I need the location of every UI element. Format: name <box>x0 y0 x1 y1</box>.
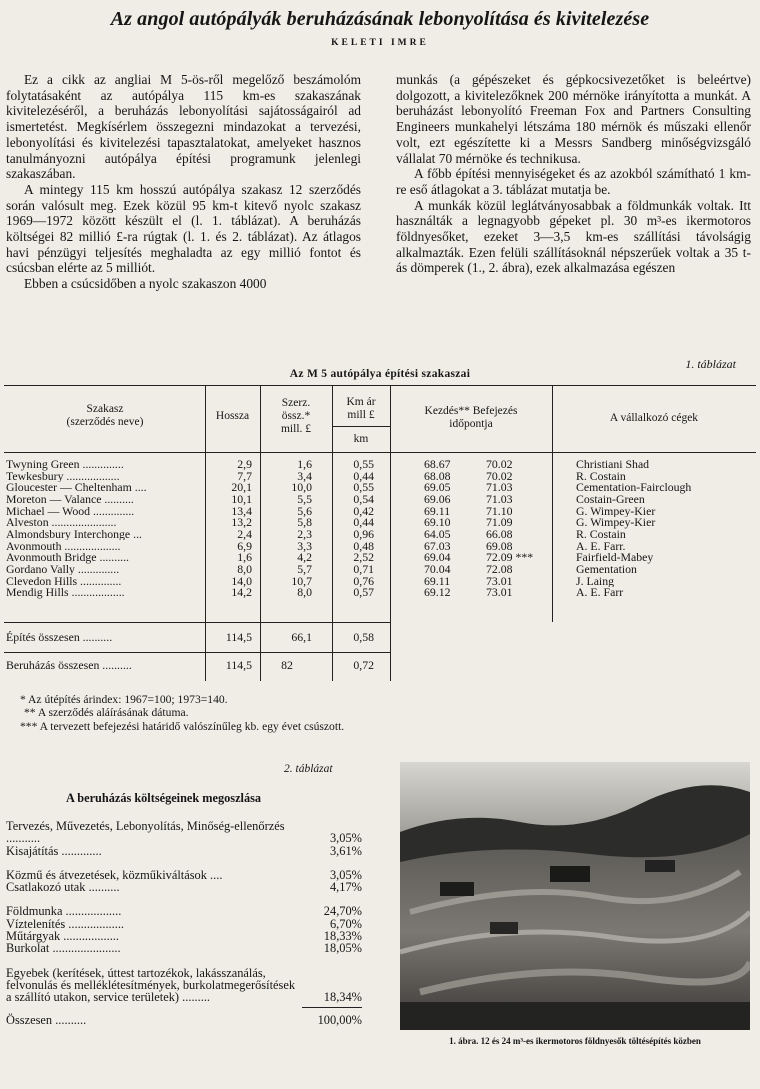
section-contractor: J. Laing <box>576 575 615 588</box>
total-build-name: Építés összesen .......... <box>6 630 113 644</box>
footnote: * Az útépítés árindex: 1967=100; 1973=140. <box>20 693 228 706</box>
section-name: Mendig Hills .................. <box>6 587 125 599</box>
section-km-price: 0,54 <box>353 493 374 506</box>
section-name: Almondsbury Interchonge ... <box>6 528 142 541</box>
section-contractor: Christiani Shad <box>576 459 650 471</box>
section-start: 69.04 <box>424 552 451 564</box>
header-section: Szakasz (szerződés neve) <box>66 403 144 428</box>
section-cost: 2,3 <box>297 528 312 541</box>
section-km-price: 0,44 <box>353 517 374 529</box>
section-end: 71.09 <box>486 517 513 529</box>
section-contractor: Fairfield-Mabey <box>576 552 654 564</box>
table2-label: 2. táblázat <box>284 763 333 775</box>
header-cost: Szerz. össz.* mill. £ <box>280 397 312 435</box>
section-length: 6,9 <box>237 540 252 553</box>
section-length: 8,0 <box>237 563 252 576</box>
paragraph: Ez a cikk az angliai M 5-ös-ről megelőző beszámolóm folytatásaként az autópálya 115 km-es szakaszának kivitelezéséről, a beruházás lebonyolítási sajátosságairól ad ismertetést. Megkísérlem összegezni mindazokat a tervezési, lebonyolítási és kivitelezési tapasztalatokat, amelyeket hasznos tanulmányozni autópálya építési programunk jelenlegi szakaszában. <box>6 72 361 182</box>
total-invest-km: 0,72 <box>353 658 374 672</box>
total-build-length: 114,5 <box>225 630 252 644</box>
section-length: 14,0 <box>231 575 252 588</box>
section-name: Moreton — Valance .......... <box>6 493 134 506</box>
section-km-price: 0,55 <box>353 459 374 471</box>
section-start: 69.11 <box>424 575 451 588</box>
table1-label: 1. táblázat <box>685 357 736 371</box>
section-km-price: 0,42 <box>353 505 374 518</box>
header-km-unit: km <box>353 433 369 445</box>
section-cost: 3,4 <box>297 470 312 483</box>
cost-total: Összesen .......... 100,00% <box>6 1012 362 1027</box>
total-invest-cost: 82 <box>281 658 293 672</box>
section-end: 73.01 <box>486 575 513 588</box>
section-km-price: 0,57 <box>353 587 374 599</box>
text-column-left <box>6 72 361 292</box>
section-end: 71.03 <box>486 482 513 494</box>
section-cost: 8,0 <box>297 587 312 599</box>
section-end: 69.08 <box>486 540 513 553</box>
section-contractor: R. Costain <box>576 470 626 483</box>
section-cost: 1,6 <box>297 459 312 471</box>
section-cost: 3,3 <box>297 540 312 553</box>
footnote: *** A tervezett befejezési határidő valószínűleg kb. egy évet csúszott. <box>20 719 345 733</box>
section-name: Tewkesbury .................. <box>6 470 120 483</box>
construction-photo <box>400 762 750 1030</box>
section-name: Clevedon Hills .............. <box>6 575 122 588</box>
section-end: 73.01 <box>486 587 513 599</box>
table1-title: Az M 5 autópálya építési szakaszai <box>289 368 471 380</box>
article-title: Az angol autópályák beruházásának lebonyolítása és kivitelezése <box>110 8 650 30</box>
cost-item: Közmű és átvezetések, közműkiváltások .... 3,05% <box>6 867 362 882</box>
text-column-right <box>396 72 751 276</box>
table2-body <box>6 820 362 1026</box>
paragraph: munkás (a gépészeket és gépkocsivezetőket is beleértve) dolgozott, a kivitelezőknek 200 mérnöke irányította a munkát. A beruházást lebonyolító Freeman Fox and Partners Consulting Engineers munkahelyi létszáma 180 mérnök és műszaki ellenőr volt, ezt egészítette ki a Messrs Sandberg minőségvizsgáló vállalat 70 mérnöke és technikusa. <box>396 72 751 166</box>
section-name: Alveston ...................... <box>6 517 117 529</box>
section-contractor: Costain-Green <box>576 493 645 506</box>
section-cost: 4,2 <box>297 552 312 564</box>
section-end: 72.09 *** <box>486 552 534 564</box>
section-start: 69.12 <box>424 587 451 599</box>
section-end: 71.10 <box>486 505 513 518</box>
section-cost: 10,0 <box>291 482 312 494</box>
section-end: 71.03 <box>486 493 513 506</box>
header-contractors: A vállalkozó cégek <box>609 412 699 424</box>
section-length: 10,1 <box>231 493 252 506</box>
section-km-price: 0,76 <box>353 575 374 588</box>
section-contractor: G. Wimpey-Kier <box>576 505 656 518</box>
paragraph: Ebben a csúcsidőben a nyolc szakaszon 4000 <box>24 276 267 292</box>
cost-item: Műtárgyak .................. 18,33% <box>6 929 362 944</box>
total-build-km: 0,58 <box>353 630 374 644</box>
section-start: 69.10 <box>424 517 451 529</box>
figure-caption: 1. ábra. 12 és 24 m³-es ikermotoros földnyesők töltésépítés közben <box>449 1036 701 1046</box>
section-name: Twyning Green .............. <box>6 459 124 471</box>
section-start: 68.08 <box>424 470 451 483</box>
cost-item: Kisajátítás ............. 3,61% <box>6 843 362 858</box>
section-start: 67.03 <box>424 540 451 553</box>
paragraph: A főbb építési mennyiségeket és az azokból számítható 1 km-re eső átlagokat a 3. táblázat mutatja be. <box>396 166 751 197</box>
section-end: 66.08 <box>486 528 513 541</box>
table-rule <box>4 385 756 386</box>
section-length: 13,2 <box>231 517 252 529</box>
total-build-cost: 66,1 <box>291 630 312 644</box>
section-km-price: 0,96 <box>353 528 374 541</box>
section-contractor: G. Wimpey-Kier <box>576 517 656 529</box>
header-length: Hossza <box>215 410 250 422</box>
section-cost: 5,6 <box>297 505 312 518</box>
section-name: Michael — Wood .............. <box>6 505 135 518</box>
section-length: 20,1 <box>231 482 252 494</box>
section-length: 7,7 <box>237 470 252 483</box>
section-name: Avonmouth Bridge .......... <box>6 552 129 564</box>
total-invest-name: Beruházás összesen .......... <box>6 658 132 672</box>
section-start: 70.04 <box>424 563 451 576</box>
section-end: 72.08 <box>486 563 513 576</box>
section-name: Avonmouth ................... <box>6 540 121 553</box>
section-name: Gordano Vally .............. <box>6 563 120 576</box>
section-cost: 10,7 <box>291 575 312 588</box>
section-km-price: 2,52 <box>353 552 374 564</box>
author-name: KELETI IMRE <box>331 38 429 48</box>
header-km-price: Km ár mill £ <box>346 396 376 421</box>
section-start: 68.67 <box>424 459 451 471</box>
section-end: 70.02 <box>486 470 513 483</box>
section-length: 2,4 <box>237 528 252 541</box>
section-length: 13,4 <box>231 505 252 518</box>
table1-footnotes <box>20 693 344 733</box>
table2-title: A beruházás költségeinek megoszlása <box>66 791 262 805</box>
section-contractor: R. Costain <box>576 528 626 541</box>
section-contractor: A. E. Farr. <box>576 540 626 553</box>
paragraph: A mintegy 115 km hosszú autópálya szakasz 12 szerződés során valósult meg. Ezek közül 95 km-t kitevő nyolc szakasz 1969—1972 között készült el (l. 1. táblázat). A beruházás költségei 82 millió £-ra rúgtak (l. 1. és 2. táblázat). Az átlagos havi pénzügyi teljesítés meghaladta az egy millió fontot és csúcsban elérte az 5 milliót. <box>6 181 361 276</box>
section-contractor: Cementation-Fairclough <box>576 482 692 494</box>
section-name: Gloucester — Cheltenham .... <box>6 482 147 494</box>
cost-item: Földmunka .................. 24,70% <box>6 904 362 919</box>
cost-item: Tervezés, Művezetés, Lebonyolítás, Minőség-ellenőrzés ........... 3,05% <box>6 819 362 846</box>
section-length: 2,9 <box>237 459 252 471</box>
section-contractor: A. E. Farr <box>576 587 624 599</box>
section-length: 1,6 <box>237 552 252 564</box>
section-contractor: Gementation <box>576 563 637 576</box>
table-rule <box>4 452 756 453</box>
cost-item: Víztelenítés .................. 6,70% <box>6 916 362 931</box>
table-rule <box>332 426 390 427</box>
section-cost: 5,5 <box>297 493 312 506</box>
cost-item: Burkolat ...................... 18,05% <box>6 941 362 956</box>
section-km-price: 0,55 <box>353 482 374 494</box>
sum-rule <box>302 1007 362 1008</box>
section-start: 64.05 <box>424 528 451 541</box>
section-start: 69.06 <box>424 493 451 506</box>
earthwork-photo-image <box>400 762 750 1030</box>
total-invest-length: 114,5 <box>225 658 252 672</box>
section-end: 70.02 <box>486 459 513 471</box>
paragraph: A munkák közül leglátványosabbak a földmunkák voltak. Itt használták a legnagyobb gépeket pl. 30 m³-es ikermotoros földnyesőket, ezeket 3—3,5 km-es szállítási távolságig alkalmazták. Ezen felüli szállításoknál népszerűek voltak a 35 t-ás dömperek (1., 2. ábra), ezek alkalmazása egészen <box>396 197 751 276</box>
header-dates: Kezdés** Befejezés időpontja <box>424 405 518 430</box>
section-start: 69.11 <box>424 505 451 518</box>
cost-item: Csatlakozó utak .......... 4,17% <box>6 880 362 895</box>
section-km-price: 0,71 <box>353 563 374 576</box>
section-start: 69.05 <box>424 482 451 494</box>
cost-item: Egyebek (kerítések, úttest tartozékok, lakásszanálás, felvonulás és melléklétesítmények, burkolatmegerősítések a szállító utakon, service területek) ......... 18,34% <box>6 965 362 1005</box>
section-km-price: 0,48 <box>353 540 374 553</box>
section-length: 14,2 <box>231 587 252 599</box>
section-cost: 5,8 <box>297 517 312 529</box>
section-cost: 5,7 <box>297 563 312 576</box>
footnote: ** A szerződés aláírásának dátuma. <box>24 706 189 720</box>
section-km-price: 0,44 <box>353 470 374 483</box>
